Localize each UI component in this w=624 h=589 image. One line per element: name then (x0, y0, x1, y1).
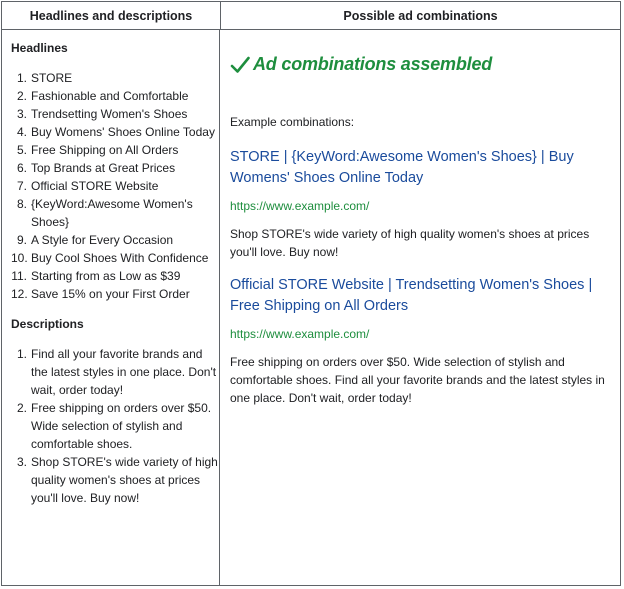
headline-item (11, 249, 219, 267)
headline-item-text: A Style for Every Occasion (31, 233, 174, 247)
ad-combinations-table (1, 1, 621, 586)
ad-preview (230, 147, 610, 261)
col-right-header: Possible ad combinations (343, 8, 498, 23)
example-combinations-label: Example combinations: (230, 115, 355, 129)
headline-item-text: {KeyWord:Awesome Women's Shoes} (31, 197, 193, 229)
description-item (11, 453, 219, 507)
ad-description: Shop STORE's wide variety of high quality women's shoes at prices you'll love. Buy now! (230, 227, 590, 259)
assembled-status (230, 54, 492, 75)
ad-url: https://www.example.com/ (230, 327, 370, 341)
headline-item (11, 267, 219, 285)
headline-item-number: 1. (16, 71, 27, 85)
description-item-text: Free shipping on orders over $50. Wide selection of stylish and comfortable shoes. (31, 401, 212, 451)
headline-item (11, 177, 219, 195)
description-item-number: 3. (16, 455, 27, 469)
col-left-header: Headlines and descriptions (2, 2, 221, 29)
headline-item (11, 123, 219, 141)
ad-preview (230, 275, 610, 407)
headline-item (11, 195, 219, 231)
headline-item-number: 7. (16, 179, 27, 193)
headline-item-number: 9. (16, 233, 27, 247)
headline-item (11, 141, 219, 159)
ad-description: Free shipping on orders over $50. Wide selection of stylish and comfortable shoes. Find all your favorite brands and the latest styles in one place. Don't wait, order today! (230, 355, 605, 405)
headline-item (11, 159, 219, 177)
description-item-text: Shop STORE's wide variety of high quality women's shoes at prices you'll love. Buy now! (31, 455, 218, 505)
headline-item-text: Starting from as Low as $39 (31, 269, 181, 283)
description-item-text: Find all your favorite brands and the latest styles in one place. Don't wait, order today! (31, 347, 217, 397)
description-item (11, 345, 219, 399)
headlines-descriptions-cell (2, 30, 220, 586)
headline-item-text: STORE (31, 71, 73, 85)
headline-item (11, 285, 219, 303)
headline-item-text: Official STORE Website (31, 179, 159, 193)
ad-url: https://www.example.com/ (230, 199, 370, 213)
headlines-title: Headlines (11, 41, 68, 55)
ad-combinations-cell (220, 30, 620, 586)
assembled-label: Ad combinations assembled (253, 54, 493, 74)
description-item-number: 2. (16, 401, 27, 415)
headline-item (11, 69, 219, 87)
headline-item-number: 6. (16, 161, 27, 175)
description-item (11, 399, 219, 453)
headline-item-number: 10. (11, 251, 28, 265)
table-body (2, 30, 620, 586)
headline-item-number: 4. (16, 125, 27, 139)
description-item-number: 1. (16, 347, 27, 361)
headline-item-number: 11. (11, 269, 27, 283)
ad-headline: STORE | {KeyWord:Awesome Women's Shoes} | Buy Womens' Shoes Online Today (230, 149, 574, 186)
headline-item-text: Free Shipping on All Orders (31, 143, 179, 157)
ad-headline: Official STORE Website | Trendsetting Women's Shoes | Free Shipping on All Orders (230, 277, 593, 314)
checkmark-icon (230, 56, 250, 74)
headline-item-text: Trendsetting Women's Shoes (31, 107, 188, 121)
headline-item-text: Top Brands at Great Prices (31, 161, 176, 175)
headline-item (11, 87, 219, 105)
headline-item-number: 3. (16, 107, 27, 121)
descriptions-list (11, 345, 219, 507)
headline-item-text: Fashionable and Comfortable (31, 89, 189, 103)
headline-item (11, 231, 219, 249)
descriptions-title: Descriptions (11, 317, 84, 331)
headline-item-number: 8. (16, 197, 27, 211)
headline-item-number: 12. (11, 287, 28, 301)
headline-item-number: 2. (16, 89, 27, 103)
headline-item-text: Save 15% on your First Order (31, 287, 190, 301)
headlines-list (11, 69, 219, 303)
headline-item (11, 105, 219, 123)
headline-item-text: Buy Cool Shoes With Confidence (31, 251, 209, 265)
table-header (2, 2, 620, 30)
headline-item-number: 5. (16, 143, 27, 157)
headline-item-text: Buy Womens' Shoes Online Today (31, 125, 215, 139)
